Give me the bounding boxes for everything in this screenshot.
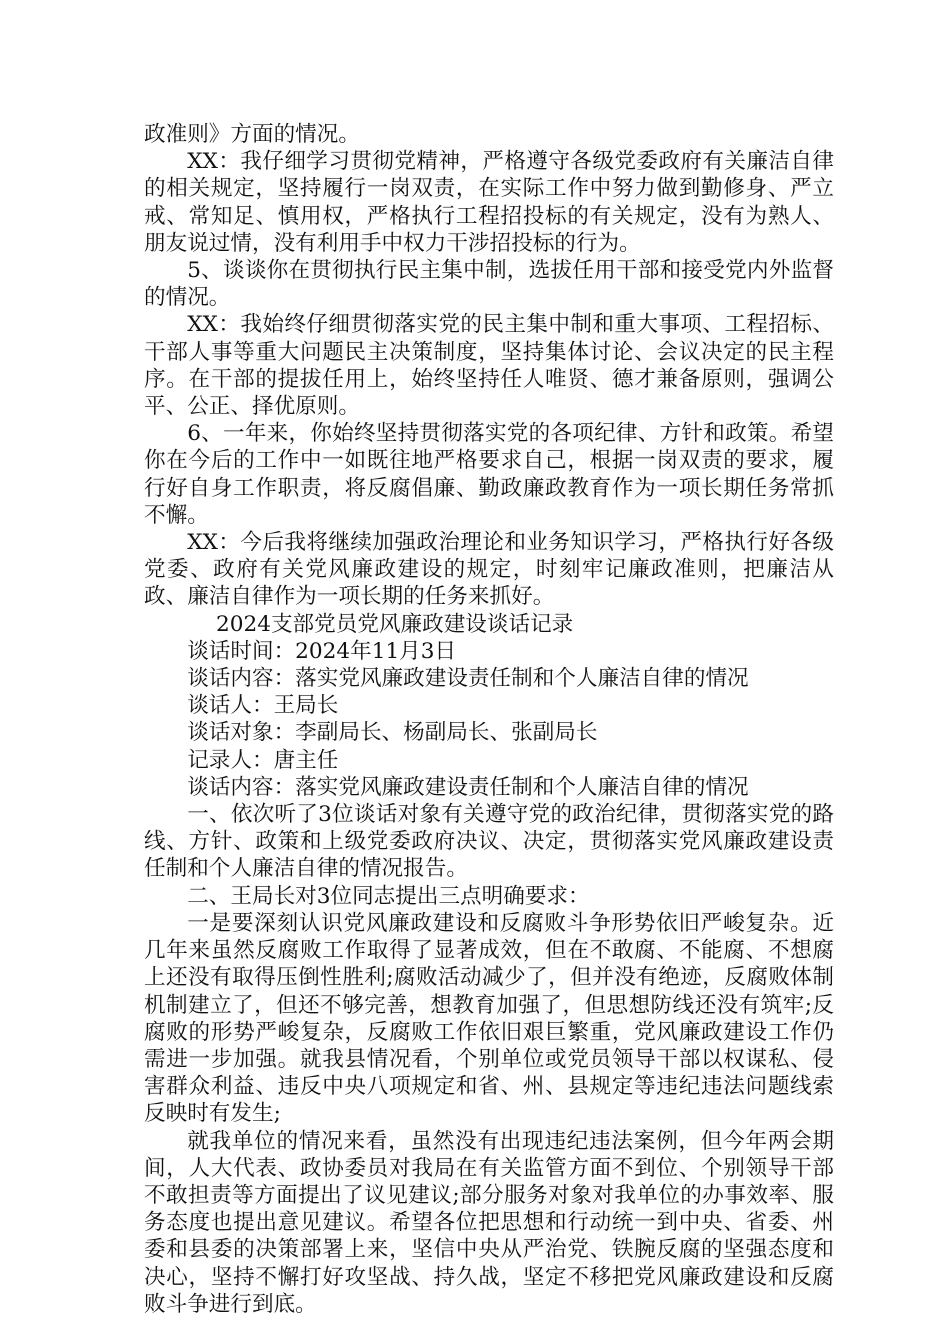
paragraph-section-1: 一、依次听了3位谈话对象有关遵守党的政治纪律，贯彻落实党的路线、方针、政策和上级党委政府决议、决定，贯彻落实党风廉政建设责任制和个人廉洁自律的情况报告。 [144,802,834,882]
record-participants: 谈话对象：李副局长、杨副局长、张副局长 [187,720,598,746]
record-content-repeat: 谈话内容：落实党风廉政建设责任制和个人廉洁自律的情况 [187,774,749,800]
paragraph-continuation: 政准则》方面的情况。 [144,122,360,147]
record-time: 谈话时间：2024年11月3日 [187,638,457,664]
document-body [144,121,834,1318]
paragraph-unit-situation: 就我单位的情况来看，虽然没有出现违纪违法案例，但今年两会期间，人大代表、政协委员对我局在有关监管方面不到位、个别领导干部不敢担责等方面提出了议见建议;部分服务对象对我单位的办事效率、服务态度也提出意见建议。希望各位把思想和行动统一到中央、省委、州委和县委的决策部署上来，坚信中央从严治党、铁腕反腐的坚强态度和决心，坚持不懈打好攻坚战、持久战，坚定不移把党风廉政建设和反腐败斗争进行到底。 [144,1128,834,1317]
paragraph-requirement-1: 一是要深刻认识党风廉政建设和反腐败斗争形势依旧严峻复杂。近几年来虽然反腐败工作取得了显著成效，但在不敢腐、不能腐、不想腐上还没有取得压倒性胜利;腐败活动减少了，但并没有绝迹，反腐败体制机制建立了，但还不够完善，想教育加强了，但思想防线还没有筑牢;反腐败的形势严峻复杂，反腐败工作依旧艰巨繁重，党风廉政建设工作仍需进一步加强。就我县情况看，个别单位或党员领导干部以权谋私、侵害群众利益、违反中央八项规定和省、州、县规定等违纪违法问题线索反映时有发生; [144,910,834,1127]
paragraph-question-6: 6、一年来，你始终坚持贯彻落实党的各项纪律、方针和政策。希望你在今后的工作中一如既往地严格要求自己，根据一岗双责的要求，履行好自身工作职责，将反腐倡廉、勤政廉政教育作为一项长期任务常抓不懈。 [144,421,834,528]
record-speaker: 谈话人：王局长 [187,693,339,719]
paragraph-question-5: 5、谈谈你在贯彻执行民主集中制，选拔任用干部和接受党内外监督的情况。 [144,258,834,311]
record-content: 谈话内容：落实党风廉政建设责任制和个人廉洁自律的情况 [187,666,749,692]
record-title: 2024支部党员党风廉政建设谈话记录 [216,611,574,637]
paragraph-answer-6: XX：今后我将继续加强政治理论和业务知识学习，严格执行好各级党委、政府有关党风廉政建设的规定，时刻牢记廉政准则，把廉洁从政、廉洁自律作为一项长期的任务来抓好。 [144,530,834,610]
paragraph-section-2: 二、王局长对3位同志提出三点明确要求： [187,883,590,909]
record-recorder: 记录人：唐主任 [187,747,339,773]
paragraph-answer-4: XX：我仔细学习贯彻党精神，严格遵守各级党委政府有关廉洁自律的相关规定，坚持履行一岗双责，在实际工作中努力做到勤修身、严立戒、常知足、慎用权，严格执行工程招投标的有关规定，没有为熟人、朋友说过情，没有利用手中权力干涉招投标的行为。 [144,149,834,256]
paragraph-answer-5: XX：我始终仔细贯彻落实党的民主集中制和重大事项、工程招标、干部人事等重大问题民主决策制度，坚持集体讨论、会议决定的民主程序。在干部的提拔任用上，始终坚持任人唯贤、德才兼备原则，强调公平、公正、择优原则。 [144,312,834,420]
